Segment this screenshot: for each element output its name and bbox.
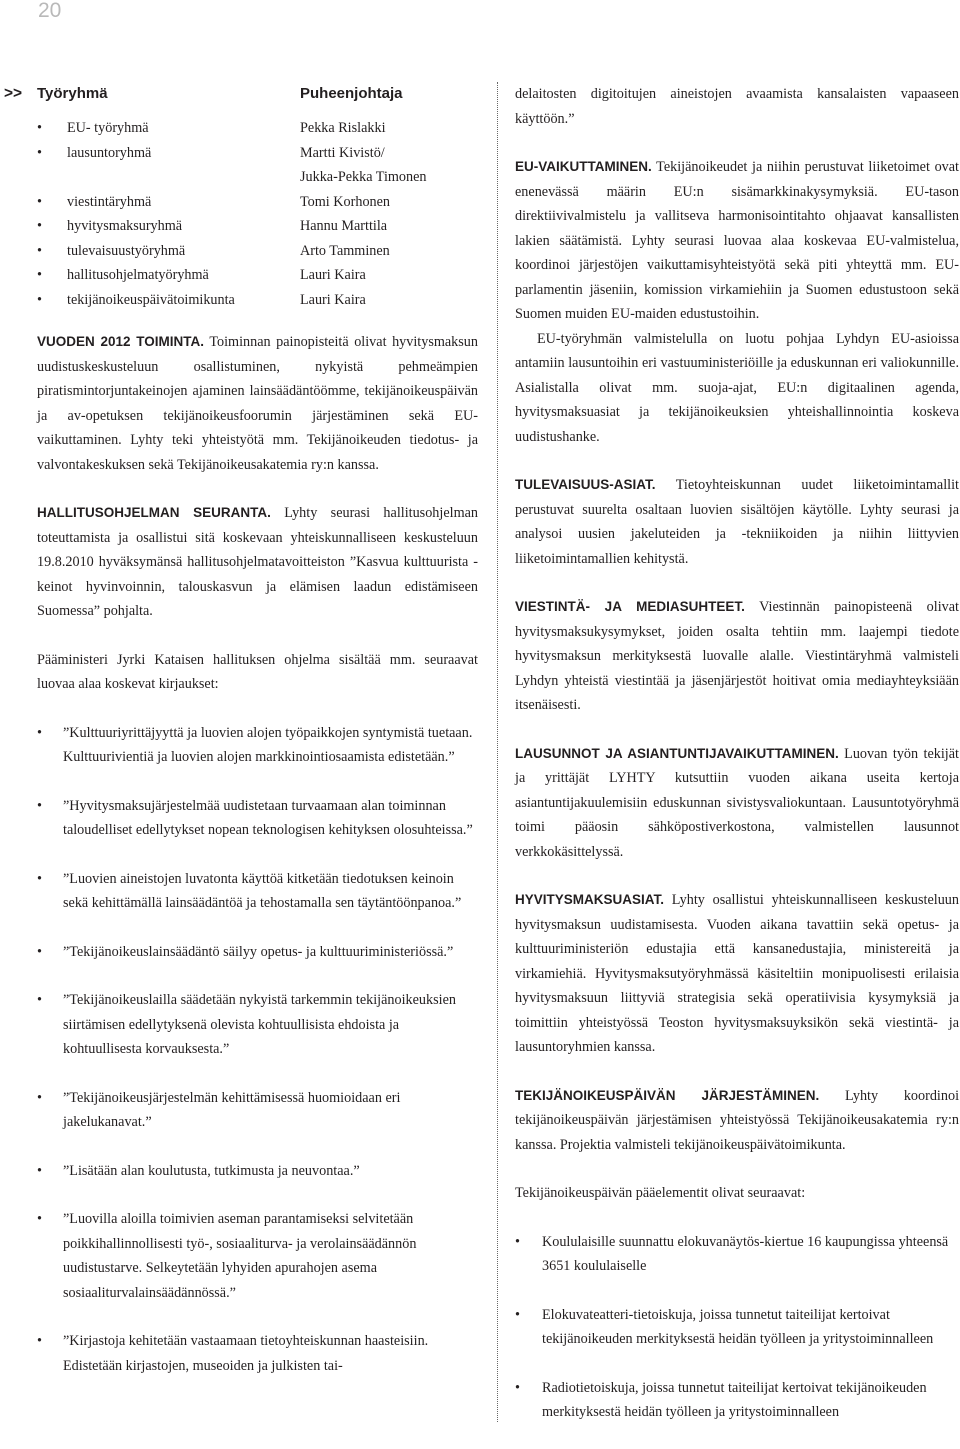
section-text: Viestinnän painopisteenä olivat hyvitysmaksukysymykset, joiden osalta tehtiin mm. laajempi tiedote hyvitysmaksun merkityksestä luovalle alalle. Viestintäryhmä valmisteli Lyhdyn yhteistä viestintää ja jäsenjärjestöt hoitivat omia mediayhteyksiään itsenäisesti. [515, 599, 959, 713]
list-item: • ”Tekijänoikeuslainsäädäntö säilyy opetus- ja kulttuuriministeriössä.” [37, 940, 478, 965]
list-item: • ”Lisätään alan koulutusta, tutkimusta ja neuvontaa.” [37, 1159, 478, 1184]
workgroup-name: • lausuntoryhmä [37, 141, 300, 190]
workgroup-row [37, 214, 478, 239]
workgroup-chair [300, 190, 478, 215]
workgroup-name: • hyvitysmaksuryhmä [37, 214, 300, 239]
workgroup-name: • hallitusohjelmatyöryhmä [37, 263, 300, 288]
section-tulevaisuus-asiat [515, 473, 959, 571]
workgroup-table-header [37, 84, 478, 104]
workgroup-chair [300, 141, 478, 190]
workgroup-chair [300, 263, 478, 288]
chair-name: Lauri Kaira [300, 267, 366, 283]
section-hyvitysmaksuasiat [515, 888, 959, 1060]
workgroup-name: • tulevaisuustyöryhmä [37, 239, 300, 264]
chair-name: Lauri Kaira [300, 291, 366, 308]
section-eu-vaikuttaminen [515, 155, 959, 327]
section-hallitusohjelman-seuranta [37, 501, 478, 624]
workgroup-list [37, 116, 478, 312]
chair-column-header: Puheenjohtaja [300, 85, 403, 102]
list-item: • Elokuvateatteri-tietoiskuja, joissa tunnetut taiteilijat kertoivat tekijänoikeuden merkityksestä heidän työlleen ja yritystoiminnalleen [515, 1303, 959, 1352]
workgroup-row [37, 190, 478, 215]
right-column [515, 82, 959, 1449]
list-item: • ”Kulttuuriyrittäjyyttä ja luovien alojen työpaikkojen syntymistä tuetaan. Kulttuurivientiä ja luovien alojen markkinointiosaamista edistetään.” [37, 721, 478, 770]
section-heading: HALLITUSOHJELMAN SEURANTA. [37, 505, 271, 520]
chair-name: Pekka Rislakki [300, 120, 386, 136]
section-text: Tekijänoikeudet ja niihin perustuvat liiketoimet ovat enenevässä määrin EU:n sisämarkkinakysymyksiä. EU-tason direktiivivalmistelu ja vallitseva harmonisointitahto ohjaavat kansallisten lakien säätämistä. Lyhty seurasi luovaa alaa koskevaa EU-valmistelua, koordinoi järjestöjen vaikuttamisyhteistyötä sekä piti yhteyttä mm. EU-parlamentin jäseniin, komission virkamiehiin ja Suomen edustustoon sekä Suomen muiden EU-maiden edustustoihin. [515, 159, 959, 322]
section-heading: TULEVAISUUS-ASIAT. [515, 477, 656, 492]
chair-name: Martti Kivistö/ [300, 144, 385, 161]
section-heading: LAUSUNNOT JA ASIANTUNTIJAVAIKUTTAMINEN. [515, 745, 839, 761]
workgroup-row [37, 263, 478, 288]
section-heading: VIESTINTÄ- JA MEDIASUHTEET. [515, 599, 745, 614]
copyright-day-list [515, 1230, 959, 1425]
section-heading: HYVITYSMAKSUASIAT. [515, 892, 665, 907]
copyright-day-intro: Tekijänoikeuspäivän pääelementit olivat seuraavat: [515, 1185, 806, 1201]
list-item: • Radiotietoiskuja, joissa tunnetut taiteilijat kertoivat tekijänoikeuden merkityksestä heidän työlleen ja yritystoiminnalleen [515, 1376, 959, 1425]
section-text: Luovan työn tekijät ja yrittäjät LYHTY kutsuttiin vuoden aikana useita kertoja asiantuntijakuulemisiin eduskunnan sivistysvaliokuntaan. Lausuntotyöryhmä toimi pääosin sähköpostiverkostona, valmistellen lausunnot verkkokäsittelyssä. [515, 745, 959, 860]
left-column [37, 84, 478, 1402]
list-item: • Koululaisille suunnattu elokuvanäytös-kiertue 16 kaupungissa yhteensä 3651 koululaiselle [515, 1230, 959, 1279]
section-text: Lyhty koordinoi tekijänoikeuspäivän järjestämisen yhteistyössä Tekijänoikeusakatemia ry:n kanssa. Projektia valmisteli tekijänoikeuspäivätoimikunta. [515, 1087, 960, 1153]
list-item: • ”Tekijänoikeuslailla säädetään nykyistä tarkemmin tekijänoikeuksien siirtämisen edellytyksenä olevista kohtuullisista ehdoista ja kohtuullisesta korvauksesta.” [37, 988, 478, 1062]
section-tekijanoikeuspaiva [515, 1084, 959, 1158]
workgroup-chair [300, 288, 478, 313]
workgroup-chair [300, 214, 478, 239]
list-item: • ”Kirjastoja kehitetään vastaamaan tietoyhteiskunnan haasteisiin. Edistetään kirjastojen, museoiden ja julkisten tai- [37, 1329, 478, 1378]
chair-name: Tomi Korhonen [300, 193, 391, 210]
section-text: Tietoyhteiskunnan uudet liiketoimintamallit perustuvat suurelta osaltaan luovien sisältöjen käytölle. Lyhty seurasi ja analysoi uusien jakeluteiden ja -tekniikoiden ja niihin liittyvien liiketoimintamallien kehitystä. [515, 477, 959, 567]
chair-name: Hannu Marttila [300, 218, 388, 234]
section-text: Lyhty osallistui yhteiskunnalliseen keskusteluun hyvitysmaksun uudistamisesta. Vuoden aikana tavattiin sekä opetus- ja kulttuuriministeriön edustajia että kansanedustajia, ministereitä ja virkamiehiä. Hyvitysmaksutyöryhmässä käsiteltiin monipuolisesti erilaisia hyvitysmaksuun liittyviä strategisia sekä operatiivisia kysymyksiä ja toimittiin yhteistyössä Teoston hyvitysmaksuyksikön sekä viestintä- ja lausuntoryhmien kanssa. [515, 892, 959, 1055]
section-heading: EU-VAIKUTTAMINEN. [515, 159, 652, 174]
workgroup-chair [300, 116, 478, 141]
continuation-text: delaitosten digitoitujen aineistojen avaamista kansalaisten vapaaseen käyttöön.” [515, 86, 959, 127]
list-item: • ”Luovien aineistojen luvatonta käyttöä kitketään tiedotuksen keinoin sekä kehittämällä lainsäädäntöä ja tehostamalla sen täytäntöönpanoa.” [37, 867, 478, 916]
government-program-list [37, 721, 478, 1379]
workgroup-row [37, 239, 478, 264]
workgroup-name: • viestintäryhmä [37, 190, 300, 215]
section-text: Lyhty seurasi hallitusohjelman toteuttamista ja osallistui sitä koskevaan yhteiskunnalliseen keskusteluun 19.8.2010 hyväksymänsä hallitusohjelmatavoitteiston ”Kasvua kulttuurista - keinot hyvinvoinnin, talouskasvun ja elämisen laadun edistämiseen Suomessa” pohjalta. [37, 505, 478, 619]
workgroup-column-header: Työryhmä [37, 85, 108, 102]
section-heading: VUODEN 2012 TOIMINTA. [37, 334, 205, 349]
section-vuoden-2012-toiminta [37, 330, 478, 477]
workgroup-row [37, 288, 478, 313]
section-lausunnot [515, 742, 959, 865]
workgroup-name: • EU- työryhmä [37, 116, 300, 141]
workgroup-row [37, 141, 478, 190]
chair-name: Jukka-Pekka Timonen [300, 169, 427, 185]
continuation-marker: >> [4, 85, 23, 102]
workgroup-name: • tekijänoikeuspäivätoimikunta [37, 288, 300, 313]
chair-name: Arto Tamminen [300, 242, 390, 259]
list-item: • ”Luovilla aloilla toimivien aseman parantamiseksi selvitetään poikkihallinnollisesti työ-, sosiaaliturva- ja verolainsäädännön uudistustarve. Selkeytetään lyhyiden apurahojen asema sosiaaliturvalainsäädännössä.” [37, 1207, 478, 1305]
government-program-intro: Pääministeri Jyrki Kataisen hallituksen ohjelma sisältää mm. seuraavat luovaa alaa koskevat kirjaukset: [37, 651, 478, 692]
list-item: • ”Tekijänoikeusjärjestelmän kehittämisessä huomioidaan eri jakelukanavat.” [37, 1086, 478, 1135]
section-text: Toiminnan painopisteitä olivat hyvitysmaksun uudistuskeskusteluun osallistuminen, nykyistä pehmeämpien piratismintorjuntakeinojen ajaminen lainsäädäntöömme, tekijänoikeuspäivän ja av-opetuksen tekijänoikeusfoorumin järjestäminen sekä EU-vaikuttaminen. Lyhty teki yhteistyötä mm. Tekijänoikeuden tiedotus- ja valvontakeskuksen sekä Tekijänoikeusakatemia ry:n kanssa. [37, 334, 478, 473]
list-item: • ”Hyvitysmaksujärjestelmää uudistetaan turvaamaan alan toiminnan taloudelliset edellytykset nopean teknologisen kehityksen olosuhteissa.” [37, 794, 478, 843]
section-text-continued: EU-työryhmän valmistelulla on luotu pohjaa Lyhdyn EU-asioissa antamiin lausuntoihin eri vastuuministeriöille ja eduskunnan eri valiokunnille. Asialistalla olivat mm. suoja-ajat, EU:n digitaalinen agenda, hyvitysmaksuasiat ja tekijänoikeuksien yhteishallinnointia koskeva uudistushanke. [515, 330, 959, 445]
page-number: 20 [38, 0, 62, 22]
section-viestinta [515, 595, 959, 718]
column-divider [497, 82, 498, 1422]
section-heading: TEKIJÄNOIKEUSPÄIVÄN JÄRJESTÄMINEN. [515, 1087, 820, 1103]
workgroup-chair [300, 239, 478, 264]
workgroup-row [37, 116, 478, 141]
